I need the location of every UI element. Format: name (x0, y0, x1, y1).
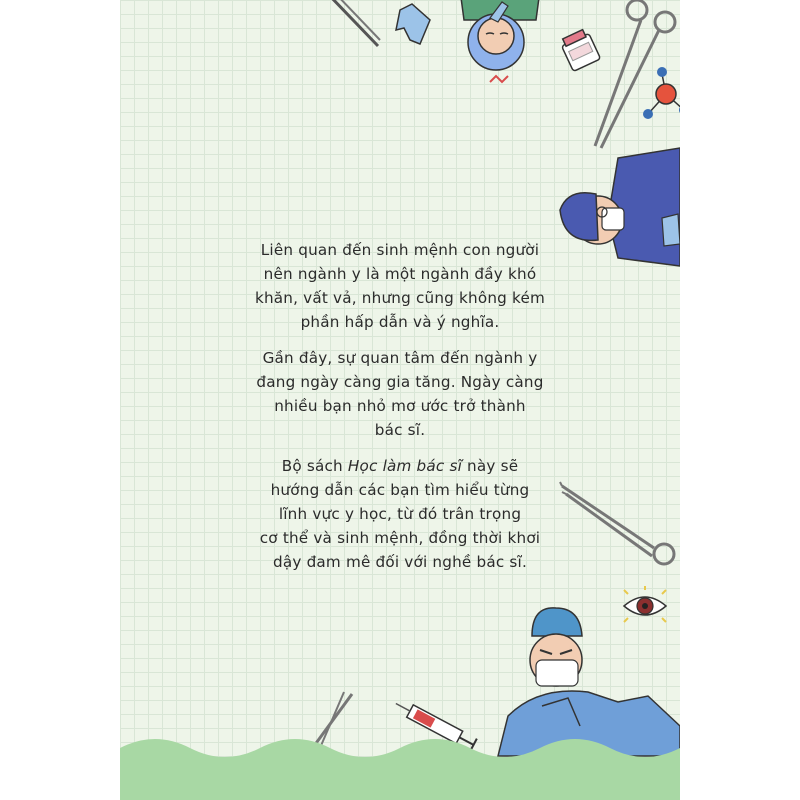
text-line (240, 454, 560, 478)
text-prefix: Bộ sách (281, 457, 348, 475)
molecule-icon (640, 64, 680, 124)
text-suffix: này sẽ (462, 457, 519, 475)
text-line: lĩnh vực y học, từ đó trân trọng (278, 505, 522, 523)
paragraph-3 (240, 454, 560, 574)
paragraph-1 (240, 238, 560, 334)
patient-illustration (450, 0, 550, 100)
book-page (120, 0, 680, 800)
glove-icon (390, 0, 440, 50)
book-title: Học làm bác sĩ (347, 457, 463, 475)
text-line: khăn, vất vả, nhưng cũng không kém (254, 289, 546, 307)
text-line: cơ thể và sinh mệnh, đồng thời khơi (259, 529, 541, 547)
text-line: dậy đam mê đối với nghề bác sĩ. (273, 553, 527, 571)
text-line: đang ngày càng gia tăng. Ngày càng (256, 373, 544, 391)
text-line: Liên quan đến sinh mệnh con người (260, 241, 540, 259)
paragraph-2 (240, 346, 560, 442)
scissors-icon (320, 0, 390, 60)
surgeon-illustration (558, 148, 680, 268)
text-line: nhiều bạn nhỏ mơ ước trở thành (274, 397, 526, 415)
intro-text (240, 238, 560, 586)
forceps-icon (560, 482, 680, 578)
text-line: bác sĩ. (374, 421, 426, 439)
text-line: nên ngành y là một ngành đầy khó (263, 265, 537, 283)
text-line: hướng dẫn các bạn tìm hiểu từng (270, 481, 530, 499)
text-line: phần hấp dẫn và ý nghĩa. (300, 313, 500, 331)
wave-decoration (120, 730, 680, 800)
text-line: Gần đây, sự quan tâm đến ngành y (262, 349, 538, 367)
